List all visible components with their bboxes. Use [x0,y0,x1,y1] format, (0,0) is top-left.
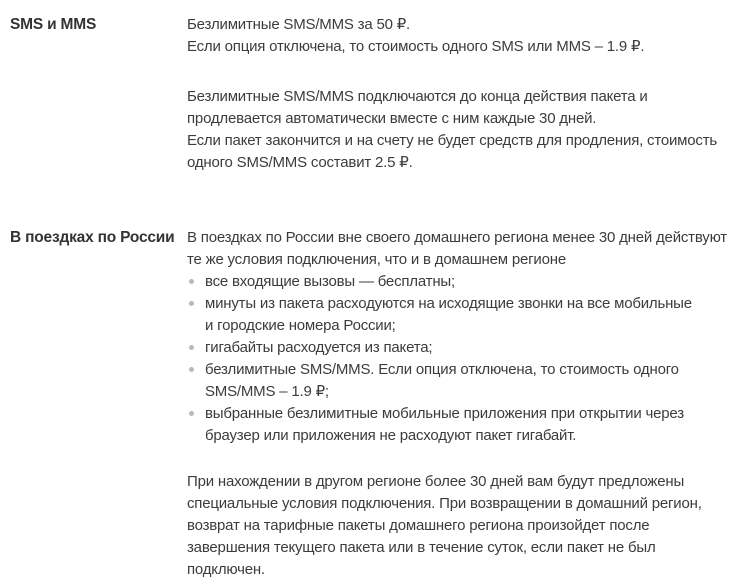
section-body-travel-russia [187,227,737,581]
text-line: одного SMS/MMS составит 2.5 ₽. [187,154,413,171]
section-travel-russia [10,227,737,581]
list-item [187,337,737,359]
text-line: минуты из пакета расходуются на исходящие звонки на все мобильные [205,295,692,312]
text-line: и городские номера России; [205,317,396,334]
paragraph [187,227,737,271]
text-line: Если пакет закончится и на счету не будет средств для продления, стоимость [187,132,718,149]
text-line: SMS/MMS – 1.9 ₽; [205,383,329,400]
bullet-list [187,271,737,447]
section-label-column [10,227,187,249]
list-item-text [205,293,692,337]
bullet-dot-icon [189,345,194,350]
bullet-dot-icon [189,411,194,416]
list-item [187,403,737,447]
section-label-column [10,14,187,36]
text-line: безлимитные SMS/MMS. Если опция отключена, то стоимость одного [205,361,679,378]
text-line: завершения текущего пакета или в течение суток, если пакет не был [187,539,656,556]
list-item [187,293,737,337]
section-body-sms-mms [187,14,737,174]
text-line: браузер или приложения не расходуют пакет гигабайт. [205,427,577,444]
text-line: подключен. [187,561,265,578]
list-item-text [205,271,455,293]
text-line: В поездках по России вне своего домашнего региона менее 30 дней действуют [187,229,727,246]
paragraph [187,14,737,58]
text-line: Если опция отключена, то стоимость одного SMS или MMS – 1.9 ₽. [187,38,645,55]
list-item [187,359,737,403]
bullet-dot-icon [189,279,194,284]
paragraph [187,86,737,174]
text-line: выбранные безлимитные мобильные приложения при открытии через [205,405,684,422]
text-line: Безлимитные SMS/MMS подключаются до конца действия пакета и [187,88,648,105]
list-item-text [205,337,432,359]
text-line: продлевается автоматически вместе с ним каждые 30 дней. [187,110,597,127]
text-line: те же условия подключения, что и в домашнем регионе [187,251,566,268]
text-line: возврат на тарифные пакеты домашнего региона произойдет после [187,517,650,534]
section-label-sms-mms: SMS и MMS [10,16,97,33]
bullet-dot-icon [189,367,194,372]
text-line: гигабайты расходуется из пакета; [205,339,433,356]
paragraph [187,471,737,581]
list-item-text [205,359,679,403]
text-line: При нахождении в другом регионе более 30 дней вам будут предложены [187,473,685,490]
text-line: Безлимитные SMS/MMS за 50 ₽. [187,16,411,33]
bullet-dot-icon [189,301,194,306]
list-item-text [205,403,684,447]
list-item [187,271,737,293]
tariff-sections [10,14,737,581]
text-line: все входящие вызовы — бесплатны; [205,273,455,290]
section-sms-mms [10,14,737,174]
text-line: специальные условия подключения. При возвращении в домашний регион, [187,495,702,512]
section-label-travel-russia: В поездках по России [10,229,175,246]
